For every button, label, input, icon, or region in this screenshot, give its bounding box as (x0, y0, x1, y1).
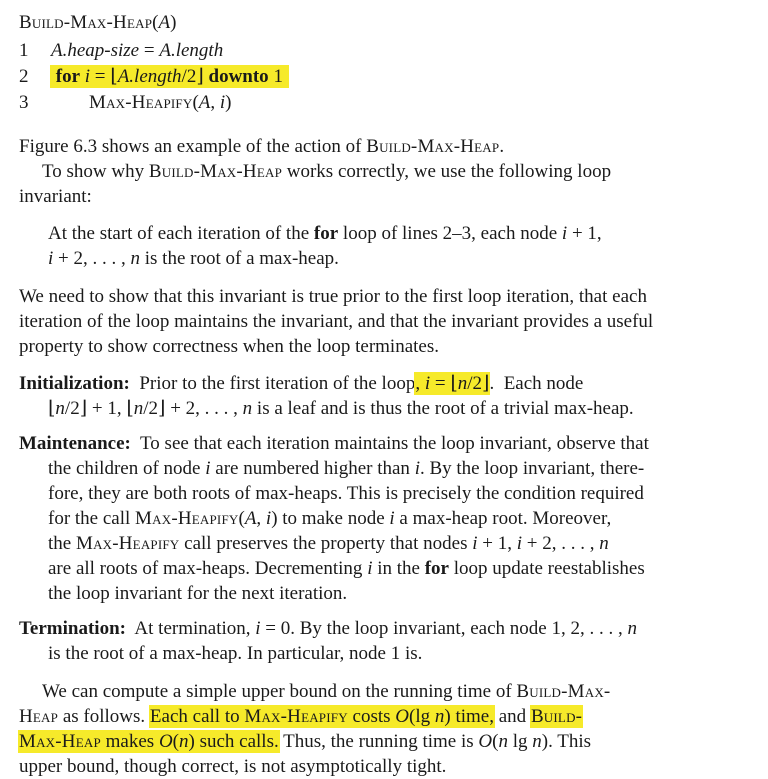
need-line-1: We need to show that this invariant is true prior to the first loop iteration, that each (19, 286, 647, 307)
bound-line-1: We can compute a simple upper bound on the running time of Build-Max- (42, 681, 611, 702)
bound-line-4: upper bound, though correct, is not asymptotically tight. (19, 756, 447, 777)
algorithm-line-1: 1 A.heap-size = A.length (19, 40, 224, 61)
algorithm-line-2: 2 for i = ⌊A.length/2⌋ downto 1 (19, 66, 288, 87)
termination-line-1: Termination: At termination, i = 0. By the loop invariant, each node 1, 2, . . . , n (19, 618, 637, 639)
invariant-line-1: At the start of each iteration of the for loop of lines 2–3, each node i + 1, (48, 223, 602, 244)
bound-line-2: Heap as follows. Each call to Max-Heapify costs O(lg n) time, and Build- (19, 706, 583, 727)
intro-line-1: Figure 6.3 shows an example of the action of Build-Max-Heap. (19, 136, 505, 157)
intro-line-2: To show why Build-Max-Heap works correctly, we use the following loop (42, 161, 612, 182)
maintenance-line-7: the loop invariant for the next iteration. (48, 583, 348, 604)
algorithm-line-3: 3 Max-Heapify(A, i) (19, 92, 232, 113)
initialization-line-2: ⌊n/2⌋ + 1, ⌊n/2⌋ + 2, . . . , n is a leaf and is thus the root of a trivial max-heap. (48, 398, 634, 419)
maintenance-line-1: Maintenance: To see that each iteration maintains the loop invariant, observe that (19, 433, 649, 454)
need-line-2: iteration of the loop maintains the invariant, and that the invariant provides a useful (19, 311, 654, 332)
initialization-line-1: Initialization: Prior to the first iteration of the loop, i = ⌊n/2⌋. Each node (19, 373, 584, 394)
termination-head: Termination: (19, 618, 126, 639)
maintenance-line-4: for the call Max-Heapify(A, i) to make node i a max-heap root. Moreover, (48, 508, 612, 529)
bound-line-3: Max-Heap makes O(n) such calls. Thus, the running time is O(n lg n). This (19, 731, 592, 752)
intro-line-3: invariant: (19, 186, 92, 207)
maintenance-line-5: the Max-Heapify call preserves the property that nodes i + 1, i + 2, . . . , n (48, 533, 609, 554)
maintenance-line-2: the children of node i are numbered higher than i. By the loop invariant, there- (48, 458, 645, 479)
need-line-3: property to show correctness when the loop terminates. (19, 336, 439, 357)
maintenance-head: Maintenance: (19, 433, 131, 454)
maintenance-line-6: are all roots of max-heaps. Decrementing i in the for loop update reestablishes (48, 558, 645, 579)
maintenance-line-3: fore, they are both roots of max-heaps. This is precisely the condition required (48, 483, 644, 504)
algorithm-title: Build-Max-Heap(A) (19, 12, 177, 33)
termination-line-2: is the root of a max-heap. In particular, node 1 is. (48, 643, 423, 664)
invariant-line-2: i + 2, . . . , n is the root of a max-heap. (48, 248, 339, 269)
initialization-head: Initialization: (19, 373, 130, 394)
